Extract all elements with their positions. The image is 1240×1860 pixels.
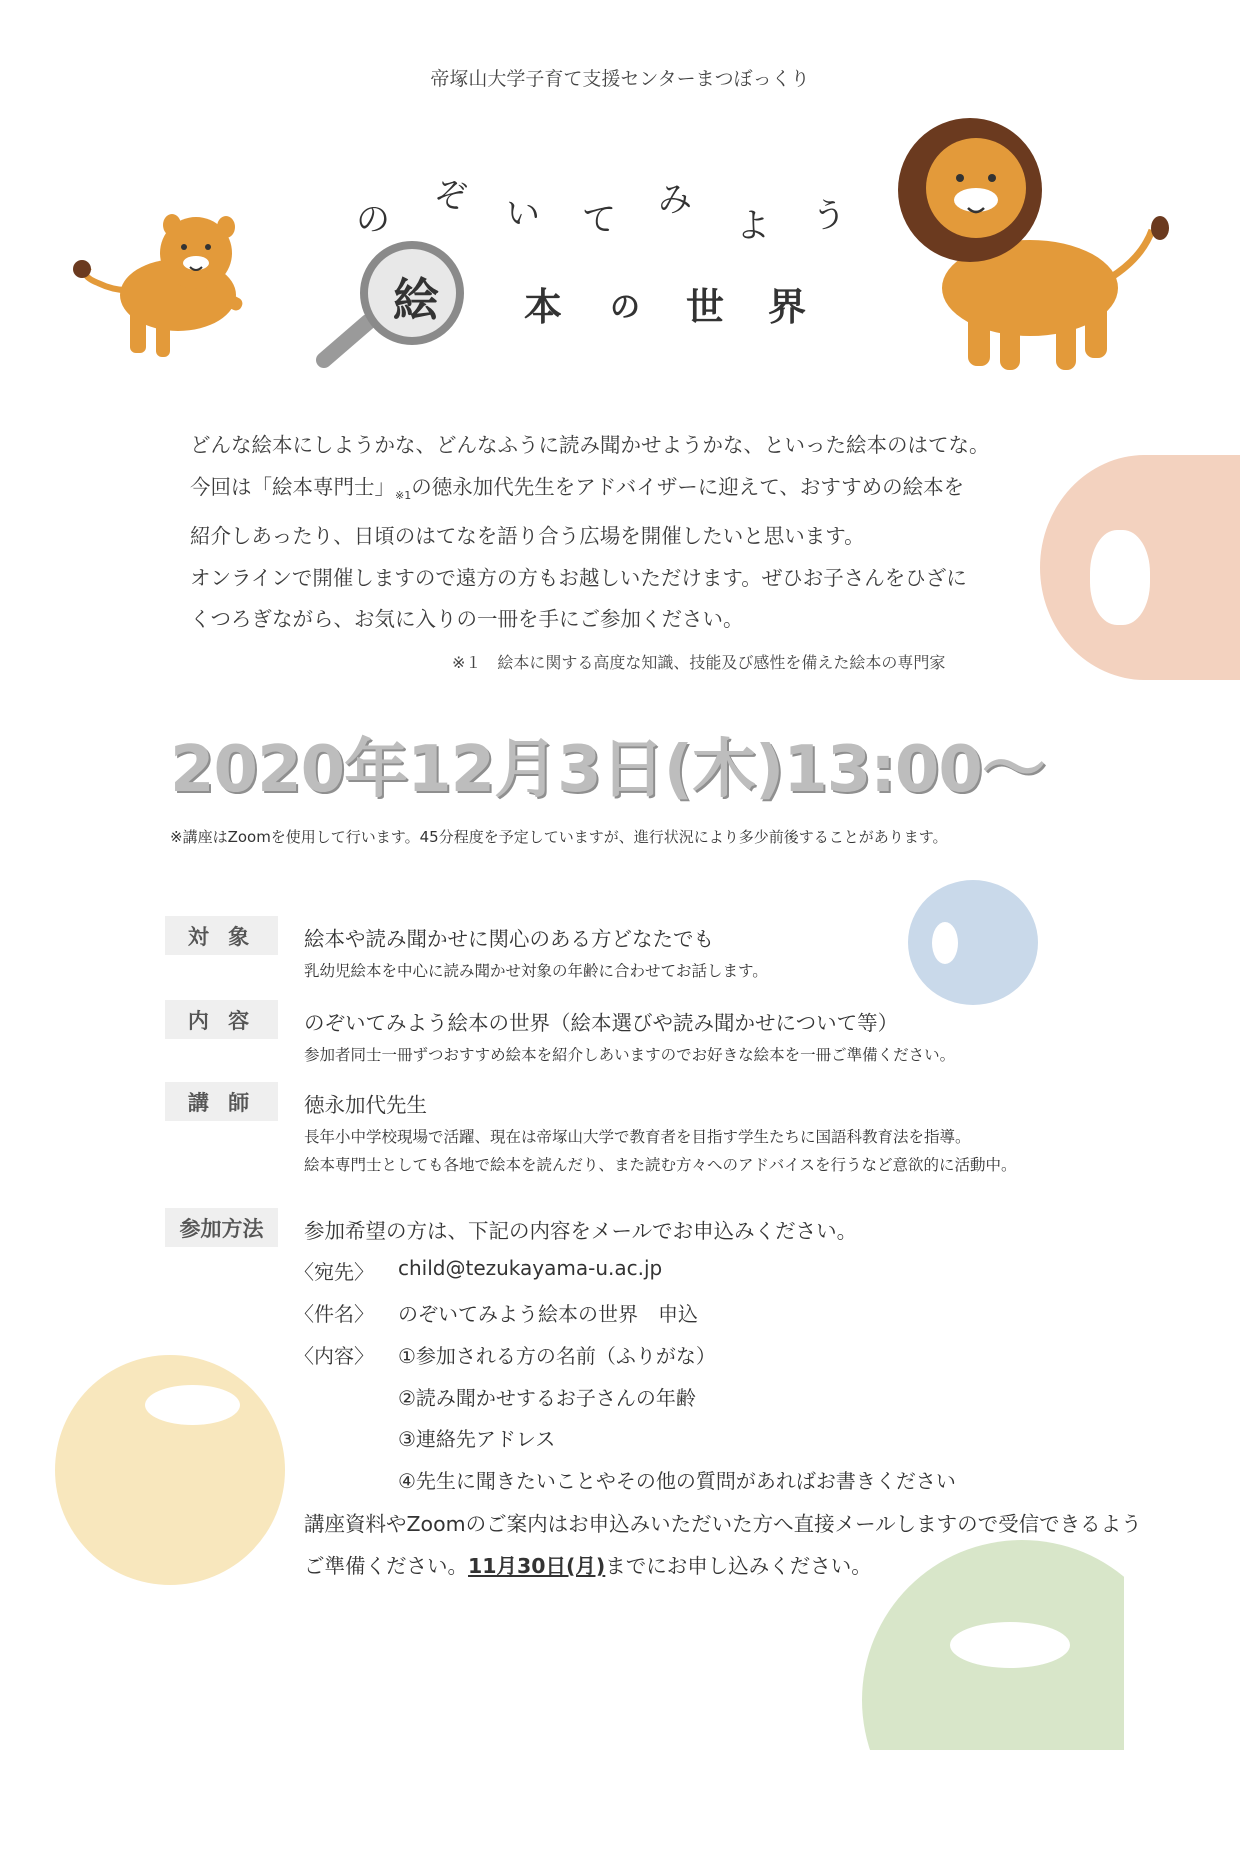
small-lion-illustration xyxy=(68,205,268,365)
intro-paragraph xyxy=(190,425,1020,641)
title-char-1: 本 xyxy=(524,285,563,329)
lecturer-subtext: 絵本専門士としても各地で絵本を読んだり、また読む方々へのアドバイスを行うなど意欲的に活動中。 xyxy=(304,1156,1017,1174)
footnote: ※１ 絵本に関する高度な知識、技能及び感性を備えた絵本の専門家 xyxy=(452,653,946,672)
title-char-3: 世 xyxy=(686,285,725,329)
blue-bubble-decoration xyxy=(908,880,1038,1005)
apply-intro: 参加希望の方は、下記の内容をメールでお申込みください。 xyxy=(304,1219,858,1243)
title-magnified-char: 絵 xyxy=(393,273,439,327)
deadline-date: 11月30日(月) xyxy=(468,1554,606,1578)
content-subtext: 参加者同士一冊ずつおすすめ絵本を紹介しあいますのでお好きな絵本を一冊ご準備ください。 xyxy=(304,1046,956,1064)
magnifying-glass-icon xyxy=(312,238,472,378)
content-label: 〈内容〉 xyxy=(294,1344,374,1368)
title-kana-6: よ xyxy=(736,206,770,246)
to-email-link[interactable]: child@tezukayama-u.ac.jp xyxy=(398,1256,663,1280)
yellow-bubble-decoration xyxy=(55,1355,285,1585)
lecturer-subtext: 長年小中学校現場で活躍、現在は帝塚山大学で教育者を目指す学生たちに国語科教育法を指導。 xyxy=(304,1128,971,1146)
event-datetime: 2020年12月3日(木)13:00～ xyxy=(170,733,1045,807)
content-text: のぞいてみよう絵本の世界（絵本選びや読み聞かせについて等） xyxy=(304,1011,899,1035)
intro-line: オンラインで開催しますので遠方の方もお越しいただけます。ぜひお子さんをひざに xyxy=(190,565,967,590)
title-char-4: 界 xyxy=(768,285,807,329)
subject-value: のぞいてみよう絵本の世界 申込 xyxy=(398,1302,698,1326)
to-label: 〈宛先〉 xyxy=(294,1260,374,1284)
closing-line-1: 講座資料やZoomのご案内はお申込みいただいた方へ直接メールしますので受信できるよう xyxy=(304,1512,1142,1536)
closing-line-2: ご準備ください。11月30日(月)までにお申し込みください。 xyxy=(304,1554,872,1578)
label-lecturer: 講 師 xyxy=(165,1082,278,1121)
target-subtext: 乳幼児絵本を中心に読み聞かせ対象の年齢に合わせてお話します。 xyxy=(304,962,768,980)
target-text: 絵本や読み聞かせに関心のある方どなたでも xyxy=(304,927,714,951)
label-content: 内 容 xyxy=(165,1000,278,1039)
label-apply: 参加方法 xyxy=(165,1208,278,1247)
content-item: ②読み聞かせするお子さんの年齢 xyxy=(398,1386,696,1410)
intro-line: 紹介しあったり、日頃のはてなを語り合う広場を開催したいと思います。 xyxy=(190,524,865,549)
title-kana-2: ぞ xyxy=(434,176,468,216)
title-kana-4: て xyxy=(582,200,616,240)
green-bubble-decoration xyxy=(862,1540,1182,1860)
content-item: ①参加される方の名前（ふりがな） xyxy=(398,1344,716,1368)
content-item: ③連絡先アドレス xyxy=(398,1427,556,1451)
subject-label: 〈件名〉 xyxy=(294,1302,374,1326)
reference-mark: ※1 xyxy=(395,488,412,502)
label-target: 対 象 xyxy=(165,916,278,955)
large-lion-illustration xyxy=(880,118,1180,380)
zoom-note: ※講座はZoomを使用して行います。45分程度を予定していますが、進行状況により多少前後することがあります。 xyxy=(170,828,948,846)
title-char-2: の xyxy=(610,290,640,325)
organization-name: 帝塚山大学子育て支援センターまつぼっくり xyxy=(430,68,810,90)
peach-bubble-decoration xyxy=(1040,455,1240,680)
lecturer-text: 徳永加代先生 xyxy=(304,1093,427,1117)
intro-line: 今回は「絵本専門士」$_{※1}$の徳永加代先生をアドバイザーに迎えて、おすすめの絵本を xyxy=(190,474,965,502)
title-kana-1: の xyxy=(356,200,390,240)
intro-line: くつろぎながら、お気に入りの一冊を手にご参加ください。 xyxy=(190,607,744,632)
intro-line: どんな絵本にしようかな、どんなふうに読み聞かせようかな、といった絵本のはてな。 xyxy=(190,433,990,457)
title-kana-7: う xyxy=(812,196,846,236)
title-kana-5: み xyxy=(658,180,692,220)
title-kana-3: い xyxy=(506,194,540,234)
content-item: ④先生に聞きたいことやその他の質問があればお書きください xyxy=(398,1469,956,1493)
